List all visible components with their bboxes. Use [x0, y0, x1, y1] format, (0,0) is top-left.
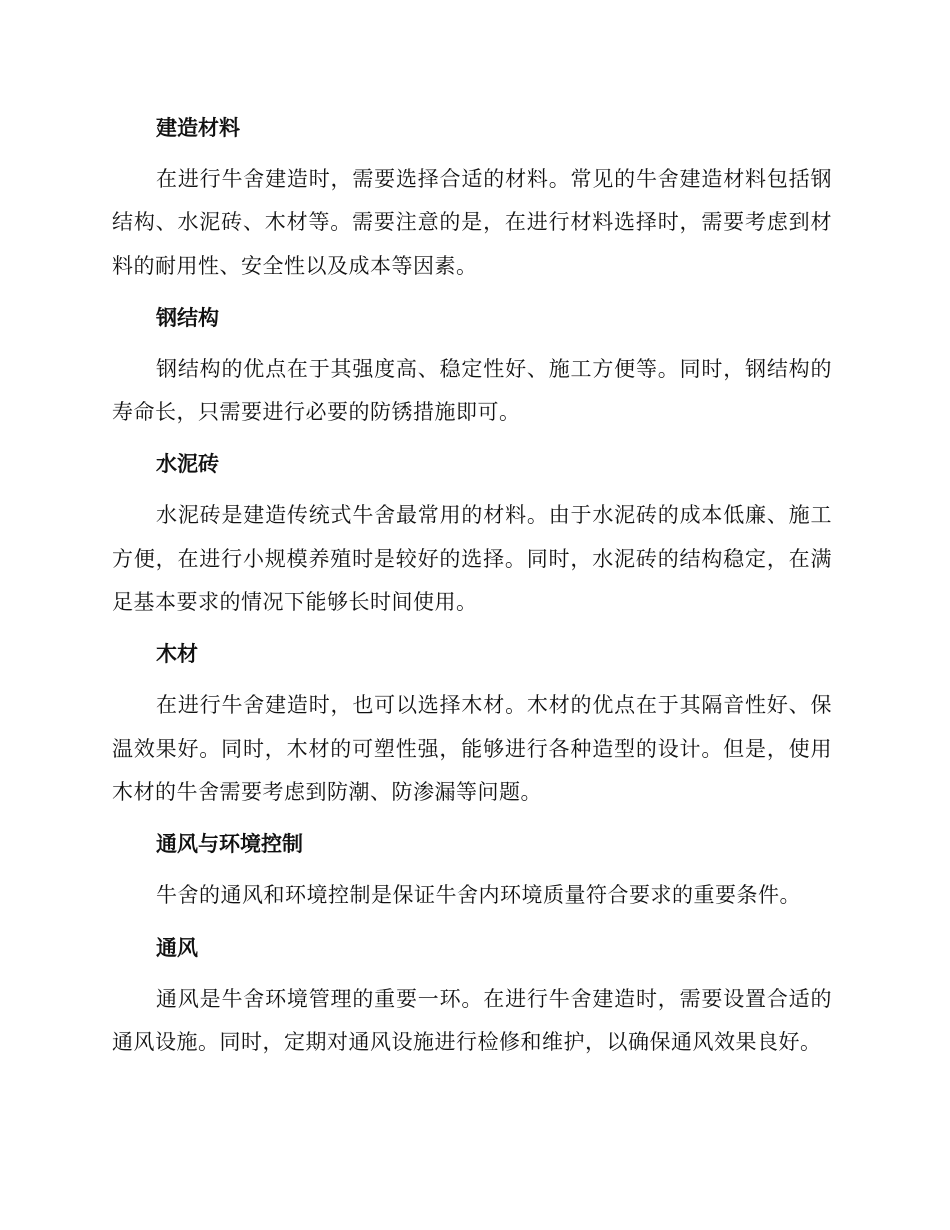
section-heading: 木材 — [156, 642, 198, 667]
section-heading: 建造材料 — [156, 116, 240, 140]
document-body — [112, 108, 832, 1074]
section-heading: 通风 — [156, 935, 198, 960]
section-paragraph: 通风是牛舍环境管理的重要一环。在进行牛舍建造时，需要设置合适的通风设施。同时，定期对通风设施进行检修和维护，以确保通风效果良好。 — [112, 986, 832, 1054]
section-paragraph: 钢结构的优点在于其强度高、稳定性好、施工方便等。同时，钢结构的寿命长，只需要进行必要的防锈措施即可。 — [112, 356, 832, 425]
section-heading: 水泥砖 — [156, 452, 219, 477]
section-paragraph: 在进行牛舍建造时，也可以选择木材。木材的优点在于其隔音性好、保温效果好。同时，木材的可塑性强，能够进行各种造型的设计。但是，使用木材的牛舍需要考虑到防潮、防渗漏等问题。 — [112, 693, 832, 804]
section-paragraph: 牛舍的通风和环境控制是保证牛舍内环境质量符合要求的重要条件。 — [156, 883, 801, 908]
section-heading: 钢结构 — [156, 305, 219, 330]
section-paragraph: 在进行牛舍建造时，需要选择合适的材料。常见的牛舍建造材料包括钢结构、水泥砖、木材等。需要注意的是，在进行材料选择时，需要考虑到材料的耐用性、安全性以及成本等因素。 — [112, 167, 832, 278]
section-paragraph: 水泥砖是建造传统式牛舍最常用的材料。由于水泥砖的成本低廉、施工方便，在进行小规模养殖时是较好的选择。同时，水泥砖的结构稳定，在满足基本要求的情况下能够长时间使用。 — [112, 503, 832, 615]
section-heading: 通风与环境控制 — [156, 832, 303, 857]
